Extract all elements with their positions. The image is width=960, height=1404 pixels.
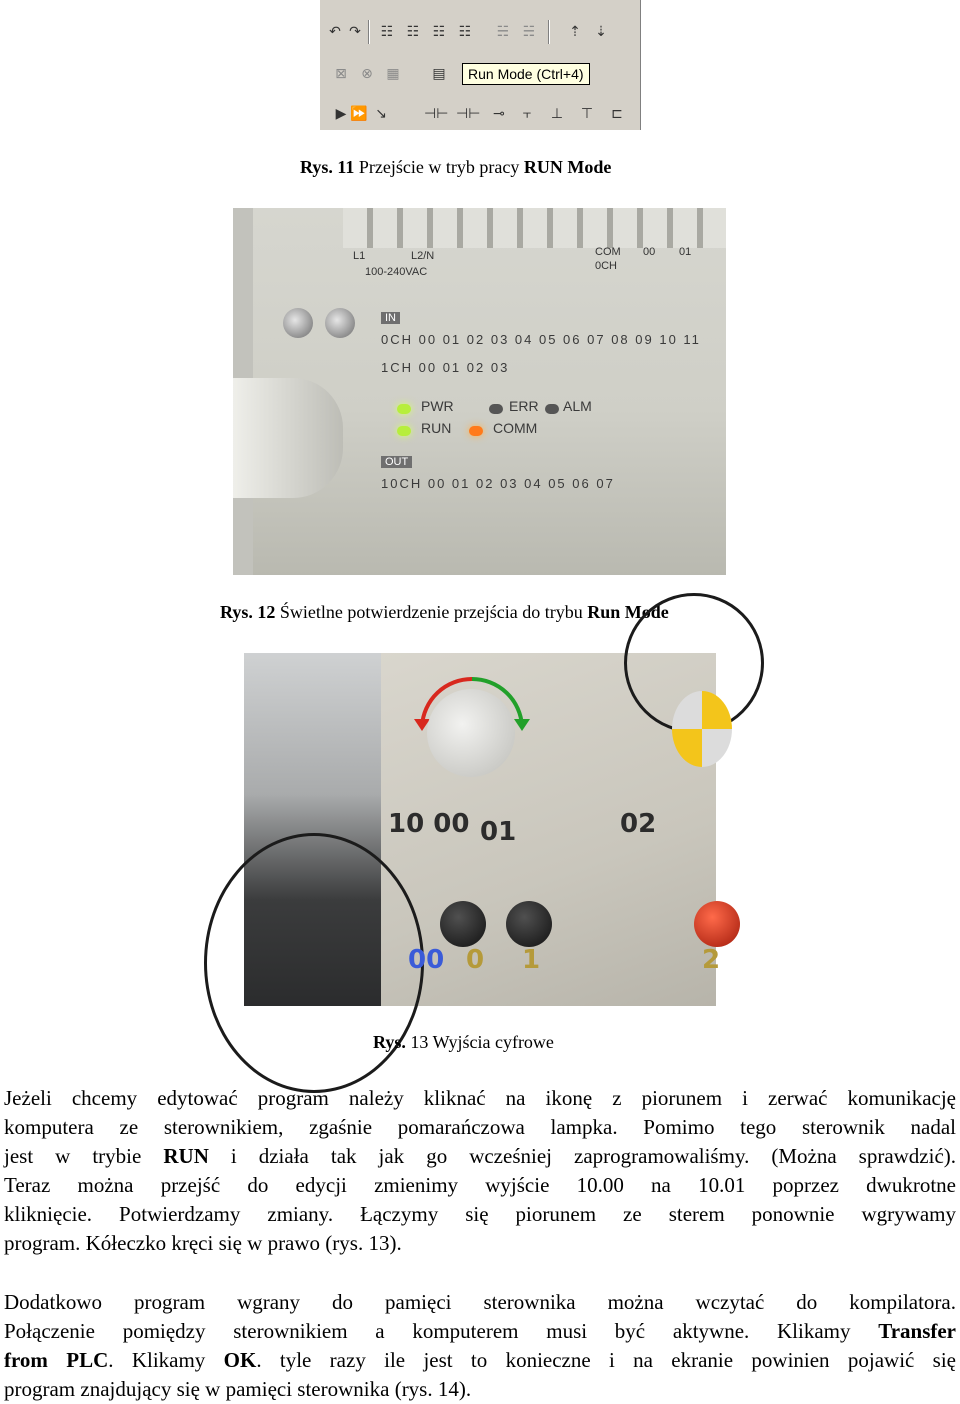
paragraph-line: Jeżeli chcemy edytować program należy kliknać na ikonę z piorunem i zerwać komunikację — [4, 1086, 956, 1110]
bold-run: Transfer — [878, 1319, 957, 1343]
in-tag: IN — [381, 312, 400, 324]
comm-label: COMM — [493, 420, 538, 436]
paragraph-line: komputera ze sterownikiem, zgaśnie pomarańczowa lampka. Pomimo tego sterownik nadal — [4, 1115, 956, 1139]
alm-label: ALM — [563, 398, 592, 414]
figure-11-caption — [300, 157, 611, 178]
01-top-label: 01 — [679, 246, 692, 258]
caption-bold: Run Mode — [587, 602, 669, 622]
screw-icon — [283, 308, 313, 338]
com-label: COM — [595, 246, 621, 258]
alm-led — [545, 404, 559, 414]
row-1ch: 1CH 00 01 02 03 — [381, 360, 510, 375]
out-tag: OUT — [381, 456, 412, 468]
toolbar-row-2 — [320, 56, 642, 92]
black-cable — [204, 833, 424, 1093]
digital-outputs-photo — [244, 653, 721, 1006]
paragraph-line: program znajdujący się w pamięci sterownika (rys. 14). — [4, 1377, 472, 1401]
label-2: 2 — [702, 945, 721, 975]
l1-label: L1 — [353, 250, 366, 262]
caption-text: Świetlne potwierdzenie przejścia do trybu — [279, 602, 583, 622]
err-label: ERR — [509, 398, 539, 414]
toolbar-screenshot — [319, 0, 641, 130]
figure-12-caption — [220, 602, 669, 623]
label-00: 00 — [408, 945, 445, 975]
row-0ch: 0CH 00 01 02 03 04 05 06 07 08 09 10 11 — [381, 332, 701, 347]
coil-icon[interactable]: ⊏ — [611, 106, 623, 122]
coil-icon[interactable]: ⫟ — [522, 106, 532, 122]
undo-icon[interactable]: ↶ — [329, 24, 341, 40]
bold-run: RUN — [163, 1144, 209, 1168]
run-mode-icon[interactable]: ▤ — [432, 66, 446, 82]
redo-icon[interactable]: ↷ — [349, 24, 361, 40]
paragraph-2 — [4, 1288, 956, 1404]
run-led — [397, 426, 411, 436]
caption-bold: RUN Mode — [523, 157, 612, 177]
label-01: 01 — [480, 817, 517, 847]
plc-down-icon[interactable]: ⇣ — [595, 24, 607, 40]
caption-prefix: Rys. — [220, 602, 253, 622]
yellow-marker — [672, 691, 732, 767]
forward-icon[interactable]: ⏩ — [350, 106, 368, 122]
plc-led-photo — [233, 208, 726, 575]
paragraph-line: Dodatkowo program wgrany do pamięci sterownika można wczytać do kompilatora. — [4, 1290, 956, 1314]
toolbar-row-1 — [320, 14, 642, 50]
row-10ch: 10CH 00 01 02 03 04 05 06 07 — [381, 476, 615, 491]
contact-icon[interactable]: ⊣⊢ — [456, 106, 481, 122]
text-run: . tyle razy ile jest to konieczne i na ekranie powinien pojawić się — [256, 1348, 956, 1372]
text-run: i działa tak jak go wcześniej zaprogramowaliśmy. (Można sprawdzić). — [230, 1144, 957, 1168]
coil-icon[interactable]: ⊤ — [580, 106, 594, 122]
0ch-top-label: 0CH — [595, 260, 618, 272]
err-led — [489, 404, 503, 414]
terminal-screws — [283, 308, 363, 344]
label-1: 1 — [522, 945, 541, 975]
l2n-label: L2/N — [411, 250, 435, 262]
delete-icon[interactable]: ⊠ — [335, 66, 347, 82]
caption-number: 13 — [410, 1032, 429, 1052]
red-button — [694, 901, 740, 947]
plc-terminal-row — [343, 208, 726, 248]
paragraph-line — [4, 1346, 956, 1375]
paragraph-line: program. Kółeczko kręci się w prawo (rys. 13). — [4, 1231, 402, 1255]
grid-icon[interactable]: ▦ — [386, 66, 400, 82]
comm-led — [469, 426, 483, 436]
paragraph-1 — [4, 1084, 956, 1258]
text-run: . Klikamy — [108, 1348, 206, 1372]
paragraph-line — [4, 1142, 956, 1171]
pwr-led — [397, 404, 411, 414]
caption-text: Wyjścia cyfrowe — [432, 1032, 554, 1052]
rung-icon[interactable]: ☷ — [380, 24, 394, 40]
caption-prefix: Rys. — [300, 157, 333, 177]
screw-icon — [325, 308, 355, 338]
plc-up-icon[interactable]: ⇡ — [569, 24, 581, 40]
paragraph-line: kliknięcie. Potwierdzamy zmiany. Łączymy się piorunem ze sterem ponownie wgrywamy — [4, 1202, 956, 1226]
text-run: jest w trybie — [4, 1144, 142, 1168]
rung-icon[interactable]: ☷ — [432, 24, 446, 40]
cable-connector — [233, 378, 343, 498]
contact-icon[interactable]: ⊣⊢ — [424, 106, 449, 122]
bold-run: OK — [223, 1348, 257, 1372]
label-0: 0 — [466, 945, 485, 975]
forward-icon[interactable]: ↘ — [375, 106, 387, 122]
caption-prefix: Rys. — [373, 1032, 406, 1052]
00-top-label: 00 — [643, 246, 656, 258]
bold-run: from PLC — [4, 1348, 109, 1372]
pwr-label: PWR — [421, 398, 454, 414]
run-mode-tooltip: Run Mode (Ctrl+4) — [462, 63, 590, 85]
caption-number: 12 — [257, 602, 276, 622]
paragraph-line — [4, 1317, 956, 1346]
paragraph-line: Teraz można przejść do edycji zmienimy wyjście 10.00 na 10.01 poprzez dwukrotne — [4, 1173, 956, 1197]
black-button — [440, 901, 486, 947]
coil-icon[interactable]: ⊥ — [550, 106, 564, 122]
cross-icon[interactable]: ⊗ — [361, 66, 373, 82]
coil-icon[interactable]: ⊸ — [493, 106, 505, 122]
dim-rung-icon[interactable]: ☵ — [522, 24, 536, 40]
label-10-00: 10 00 — [388, 809, 470, 839]
toolbar-row-3 — [320, 96, 642, 132]
play-icon[interactable]: ▶ — [335, 106, 347, 122]
caption-text: Przejście w tryb pracy — [358, 157, 520, 177]
text-run: Połączenie pomiędzy sterownikiem a komputerem musi być aktywne. Klikamy — [4, 1319, 851, 1343]
rung-icon[interactable]: ☷ — [458, 24, 472, 40]
voltage-label: 100-240VAC — [365, 266, 428, 278]
figure-13-caption — [373, 1032, 554, 1053]
dim-rung-icon[interactable]: ☵ — [496, 24, 510, 40]
caption-number: 11 — [337, 157, 355, 177]
toolbar-separator — [368, 20, 370, 44]
black-button — [506, 901, 552, 947]
rung-icon[interactable]: ☷ — [406, 24, 420, 40]
toolbar-separator — [548, 20, 550, 44]
run-label: RUN — [421, 420, 452, 436]
white-knob — [427, 689, 515, 777]
label-02: 02 — [620, 809, 657, 839]
